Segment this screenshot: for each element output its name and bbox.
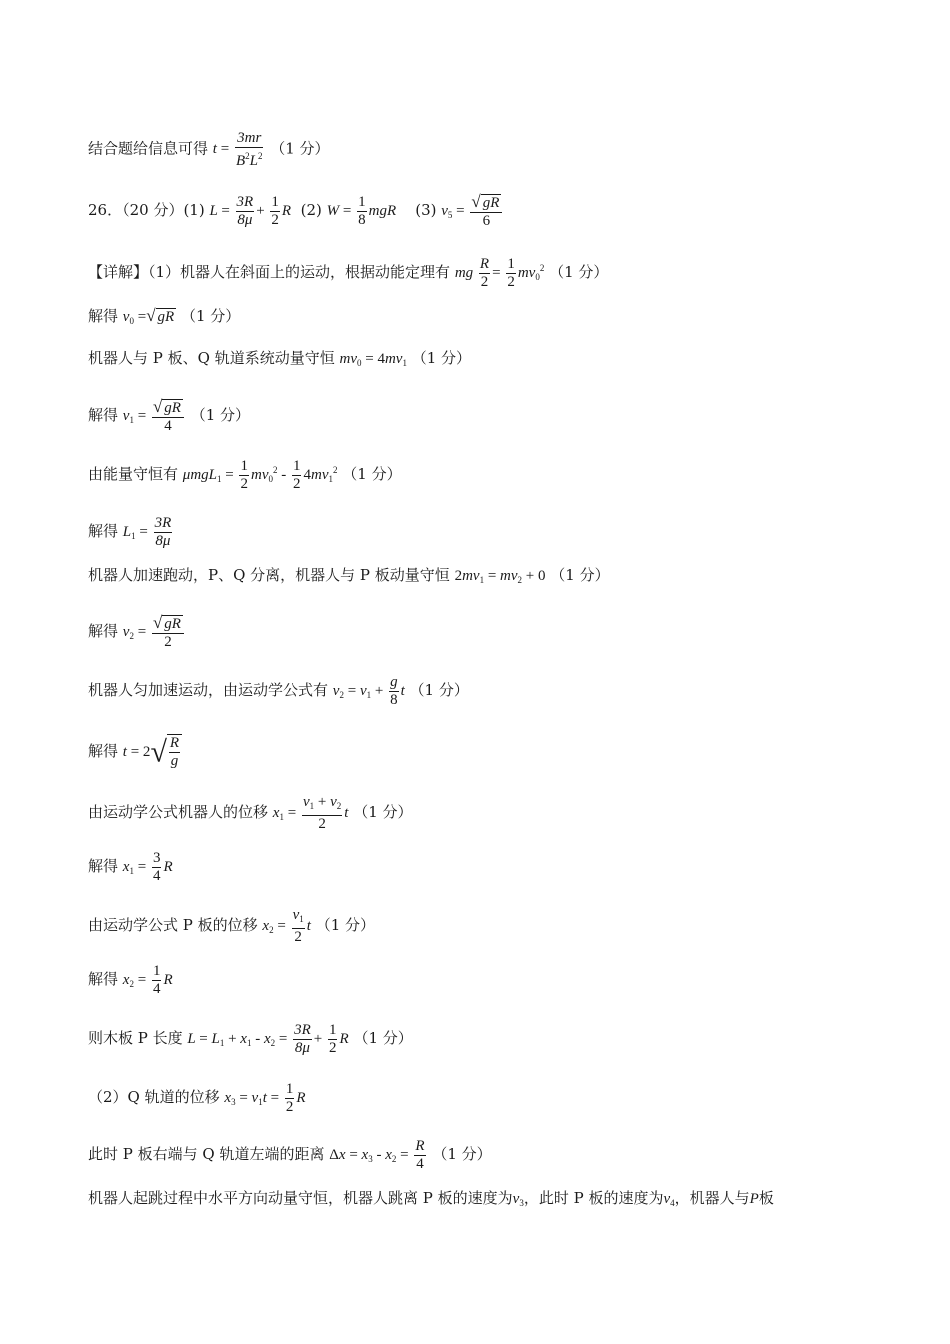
text: 此时 P 板右端与 Q 轨道左端的距离 — [88, 1144, 325, 1163]
line-solve-x1 — [88, 850, 173, 885]
text: 由运动学公式 P 板的位移 — [88, 915, 258, 934]
text: 由能量守恒有 — [88, 464, 179, 483]
score: （1 分） — [432, 1144, 492, 1163]
text: 机器人匀加速运动，由运动学公式有 — [88, 680, 329, 699]
formula-v3: $v_3$ — [512, 1191, 524, 1208]
part-3: (3) — [415, 200, 437, 219]
part-2: (2) — [300, 200, 322, 219]
line-solve-v2 — [88, 614, 186, 651]
score: （1 分） — [409, 680, 469, 699]
score: （1 分） — [550, 566, 610, 584]
line-solve-v1 — [88, 398, 250, 435]
formula: $v_0$ =√ gR — [122, 306, 175, 326]
line-result-t — [88, 130, 330, 170]
formula: μmgL$_1$ = $\frac{1}{2}$ $mv_0^2$ - $\frac{1}{2}$ $4mv_1^2$ — [182, 458, 338, 492]
formula: $v_1$ = $\frac{√ gR}{4}$ — [123, 408, 186, 424]
text: 【详解】（1）机器人在斜面上的运动，根据动能定理有 — [88, 262, 451, 281]
score: （1 分） — [342, 464, 402, 483]
line-solve-L1 — [88, 515, 174, 550]
text: 机器人加速跑动，P、Q 分离，机器人与 P 板动量守恒 — [88, 566, 450, 584]
formula-v4: $v_4$ — [663, 1191, 675, 1208]
formula: $x_2$ = $\frac{1}{4}$ R — [122, 963, 173, 997]
formula: t = 2√ $\frac{R}{g}$ — [123, 744, 182, 760]
text: 则木板 P 长度 — [88, 1028, 183, 1047]
text: 机器人与 P 板、Q 轨道系统动量守恒 — [88, 349, 335, 367]
score: （1 分） — [180, 307, 241, 325]
formula: mg $\frac{R}{2}$ = $\frac{1}{2}$ $mv_0^2$ — [454, 256, 545, 290]
text: 解得 — [88, 856, 119, 875]
line-jump: 机器人起跳过程中水平方向动量守恒，机器人跳离 P 板的速度为$v_3$，此时 P 板的速度为$v_4$，机器人与P板 — [88, 1189, 774, 1208]
line-displacement-x2 — [88, 907, 375, 946]
text: 解得 — [88, 621, 119, 640]
formula-v5: $v_5$ = $\frac{√ gR}{6}$ — [441, 203, 504, 219]
score: （1 分） — [190, 405, 251, 424]
line-kinematics-v — [88, 674, 469, 709]
text: （2）Q 轨道的位移 — [88, 1087, 220, 1106]
formula-W: W = $\frac{1}{8}$ mgR — [326, 194, 397, 228]
line-solve-v0 — [88, 306, 240, 331]
score: （1 分） — [411, 349, 472, 367]
score: （1 分） — [353, 802, 413, 821]
text: 解得 — [88, 521, 119, 540]
score: （1 分） — [315, 915, 375, 934]
line-energy — [88, 458, 402, 493]
text: 结合题给信息可得 — [88, 139, 209, 158]
text: 由运动学公式机器人的位移 — [88, 802, 269, 821]
line-solve-x2 — [88, 963, 173, 998]
formula-P: P — [749, 1191, 759, 1207]
line-detail-1 — [88, 256, 608, 291]
line-momentum-2 — [88, 565, 610, 590]
score: （1 分） — [270, 139, 330, 158]
line-displacement-x1 — [88, 794, 413, 833]
text: 解得 — [88, 741, 119, 760]
formula: $v_2 = v_1$ + $\frac{g}{8}$ t — [332, 674, 405, 708]
question-label: 26．（20 分）(1) — [88, 200, 205, 219]
formula: $L_1$ = $\frac{3R}{8\mu}$ — [122, 515, 172, 549]
formula: t = $\frac{3mr}{B^2L^2}$ — [212, 130, 263, 169]
score: （1 分） — [549, 262, 609, 281]
text: ，机器人与 — [674, 1189, 750, 1207]
formula: $x_1$ = $\frac{v_1 + v_2}{2}$ t — [272, 794, 349, 832]
line-solve-t — [88, 734, 182, 770]
line-answer-26 — [88, 193, 504, 230]
score: （1 分） — [353, 1028, 413, 1047]
text: 解得 — [88, 405, 119, 424]
line-momentum-1 — [88, 348, 471, 373]
text: 解得 — [88, 969, 119, 988]
formula: $2mv_1 = mv_2 + 0$ — [454, 568, 546, 585]
formula: $mv_0 = 4mv_1$ — [339, 351, 407, 368]
formula: $x_3 = v_1t$ = $\frac{1}{2}$ R — [224, 1081, 306, 1115]
line-distance — [88, 1138, 492, 1173]
formula: $L = L_1 + x_1 - x_2$ = $\frac{3R}{8\mu}$ + $\frac{1}{2}$ R — [187, 1022, 349, 1056]
text: ，此时 P 板的速度为 — [523, 1189, 664, 1207]
line-length-L — [88, 1022, 413, 1057]
formula: $x_1$ = $\frac{3}{4}$ R — [122, 850, 173, 884]
formula: $x_2$ = $\frac{v_1}{2}$ t — [262, 907, 311, 945]
text: 解得 — [88, 307, 119, 325]
text: 机器人起跳过程中水平方向动量守恒，机器人跳离 P 板的速度为 — [88, 1189, 513, 1207]
formula: $\Delta x = x_3 - x_2$ = $\frac{R}{4}$ — [329, 1138, 425, 1172]
formula: $v_2$ = $\frac{√ gR}{2}$ — [123, 624, 186, 640]
formula-L: L = $\frac{3R}{8\mu}$ + $\frac{1}{2}$ R — [209, 194, 292, 228]
line-part2-x3 — [88, 1081, 306, 1116]
